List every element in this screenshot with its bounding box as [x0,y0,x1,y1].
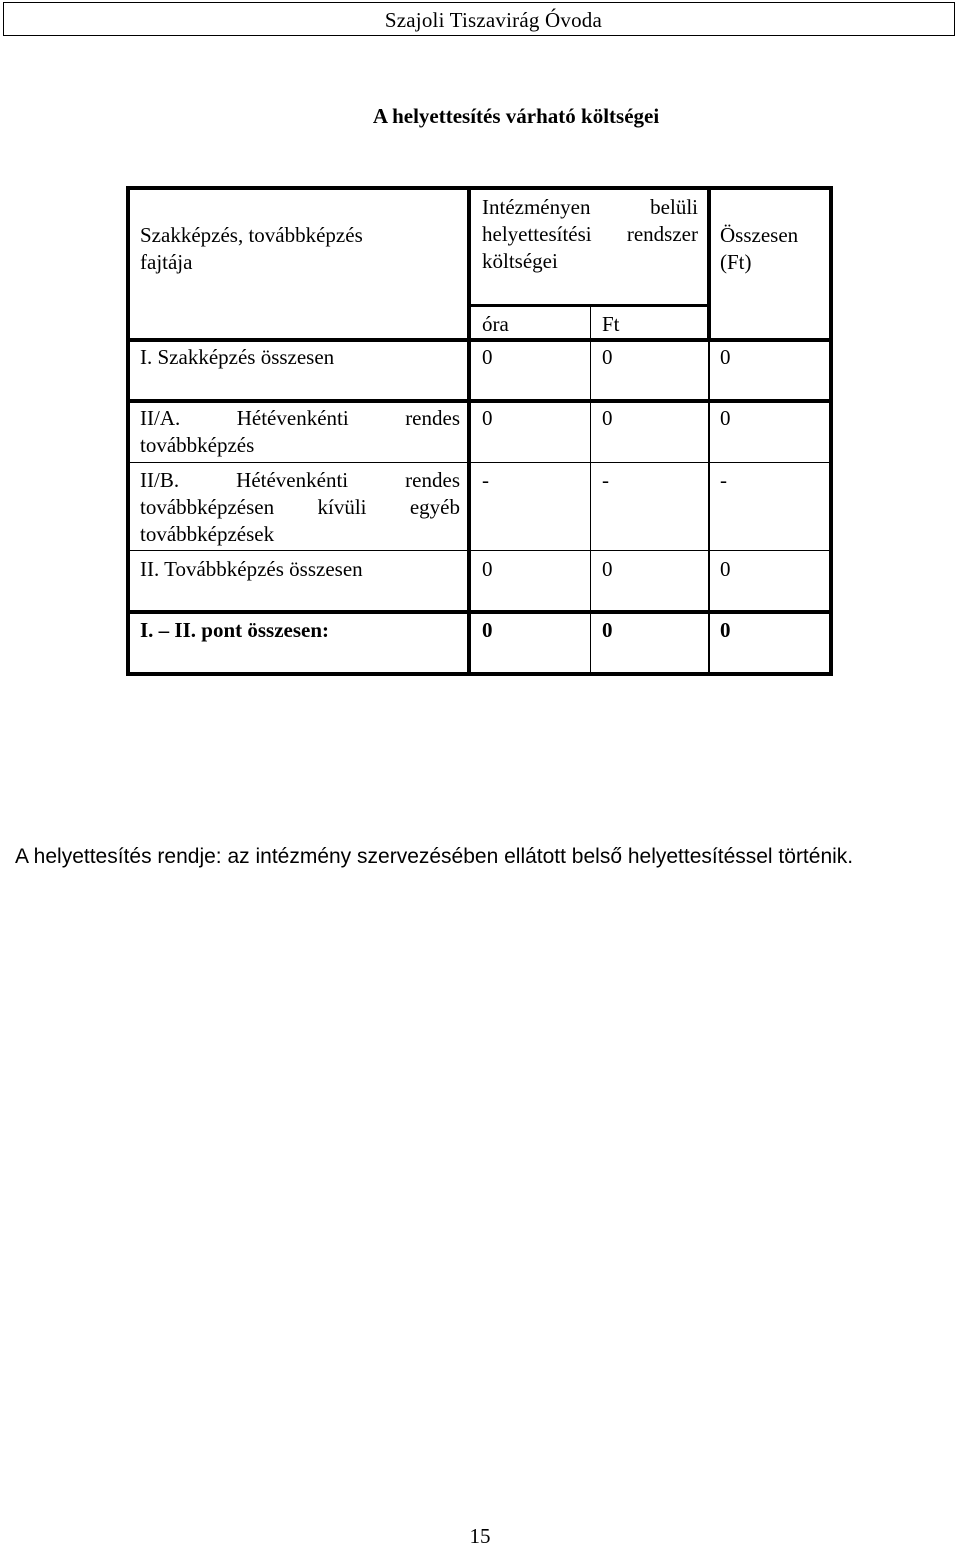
table-border-bottom [126,672,833,676]
row-label: I. Szakképzés összesen [140,345,335,369]
table-border-left [126,186,130,676]
row-ora-value: 0 [482,406,493,430]
grand-total-ora: 0 [482,618,493,642]
grand-total-value: 0 [720,618,731,642]
row-label: II/B. Hétévenkénti rendes továbbképzésen kívüli egyéb továbbképzések [140,468,460,546]
table-rule-header [126,338,833,342]
page-number: 15 [469,1524,491,1548]
header-cost-cell: Intézményen belüli helyettesítési rendszer költségei [482,195,698,273]
row-ora-value: 0 [482,557,493,581]
table-divider-col1 [467,186,471,676]
table-rule-row4 [126,610,833,614]
table-rule-row1 [126,399,833,403]
row-ft-value: 0 [602,557,613,581]
header-total-cell: Összesen (Ft) [720,223,799,274]
row-ora-value: 0 [482,345,493,369]
table-rule-subheader [467,304,711,307]
table-divider-col3-lower [708,340,710,676]
row-ft-value: - [602,468,609,492]
row-total-value: 0 [720,345,731,369]
substitution-note: A helyettesítés rendje: az intézmény szervezésében ellátott belső helyettesítéssel történik. [15,845,854,868]
row-total-value: - [720,468,727,492]
row-total-value: 0 [720,557,731,581]
table-divider-ora-ft [590,306,591,676]
row-label: II/A. Hétévenkénti rendes továbbképzés [140,406,460,457]
table-border-top [126,186,833,190]
document-title: A helyettesítés várható költségei [372,104,660,128]
row-total-value: 0 [720,406,731,430]
page-header [3,2,955,36]
table-border-right [829,186,833,676]
table-rule-row3 [126,550,833,551]
row-ft-value: 0 [602,345,613,369]
table-divider-col3 [707,186,711,340]
table-rule-row2 [126,462,833,463]
institution-name: Szajoli Tiszavirág Óvoda [384,8,602,32]
subheader-ora: óra [482,312,509,336]
row-ora-value: - [482,468,489,492]
row-label: II. Továbbképzés összesen [140,557,363,581]
row-ft-value: 0 [602,406,613,430]
grand-total-label: I. – II. pont összesen: [140,618,330,642]
grand-total-ft: 0 [602,618,613,642]
subheader-ft: Ft [602,312,620,336]
header-type-cell: Szakképzés, továbbképzés fajtája [140,223,363,274]
